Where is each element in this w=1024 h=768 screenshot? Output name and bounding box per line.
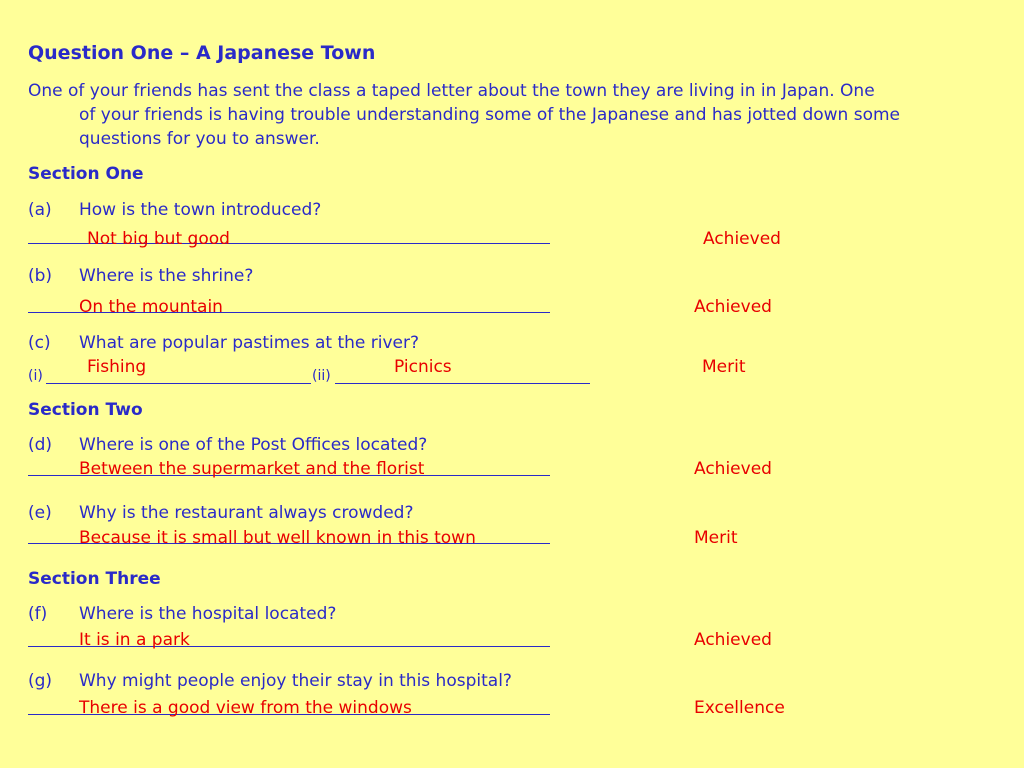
- grade-d: Achieved: [694, 459, 772, 479]
- question-e-marker: (e): [28, 503, 52, 523]
- grade-e: Merit: [694, 528, 738, 548]
- grade-c: Merit: [702, 357, 746, 377]
- question-d-marker: (d): [28, 435, 53, 455]
- answer-g: There is a good view from the windows: [79, 698, 412, 718]
- section-two-heading: Section Two: [28, 400, 143, 420]
- question-c-text: What are popular pastimes at the river?: [79, 333, 420, 353]
- section-one-heading: Section One: [28, 164, 144, 184]
- grade-f: Achieved: [694, 630, 772, 650]
- question-f-marker: (f): [28, 604, 48, 624]
- intro-line-1: One of your friends has sent the class a taped letter about the town they are living in in Japan. One: [28, 81, 875, 101]
- intro-line-3: questions for you to answer.: [79, 129, 320, 149]
- question-d-text: Where is one of the Post Offices located?: [79, 435, 428, 455]
- question-c-sub-ii: (ii): [312, 368, 331, 384]
- answer-b: On the mountain: [79, 297, 223, 317]
- page-title: Question One – A Japanese Town: [28, 42, 376, 64]
- answer-e: Because it is small but well known in this town: [79, 528, 476, 548]
- question-g-marker: (g): [28, 671, 53, 691]
- question-c-sub-i: (i): [28, 368, 43, 384]
- answer-c-ii: Picnics: [394, 357, 452, 377]
- question-a-marker: (a): [28, 200, 52, 220]
- question-c-marker: (c): [28, 333, 51, 353]
- answer-line-c-i: [46, 383, 311, 384]
- question-a-text: How is the town introduced?: [79, 200, 322, 220]
- intro-line-2: of your friends is having trouble understanding some of the Japanese and has jotted down some: [79, 105, 901, 125]
- answer-a: Not big but good: [87, 229, 230, 249]
- grade-a: Achieved: [703, 229, 781, 249]
- grade-g: Excellence: [694, 698, 785, 718]
- answer-c-i: Fishing: [87, 357, 147, 377]
- question-g-text: Why might people enjoy their stay in this hospital?: [79, 671, 512, 691]
- answer-line-c-ii: [335, 383, 590, 384]
- grade-b: Achieved: [694, 297, 772, 317]
- question-b-marker: (b): [28, 266, 53, 286]
- section-three-heading: Section Three: [28, 569, 161, 589]
- question-f-text: Where is the hospital located?: [79, 604, 337, 624]
- question-b-text: Where is the shrine?: [79, 266, 254, 286]
- question-e-text: Why is the restaurant always crowded?: [79, 503, 414, 523]
- answer-d: Between the supermarket and the florist: [79, 459, 425, 479]
- answer-f: It is in a park: [79, 630, 190, 650]
